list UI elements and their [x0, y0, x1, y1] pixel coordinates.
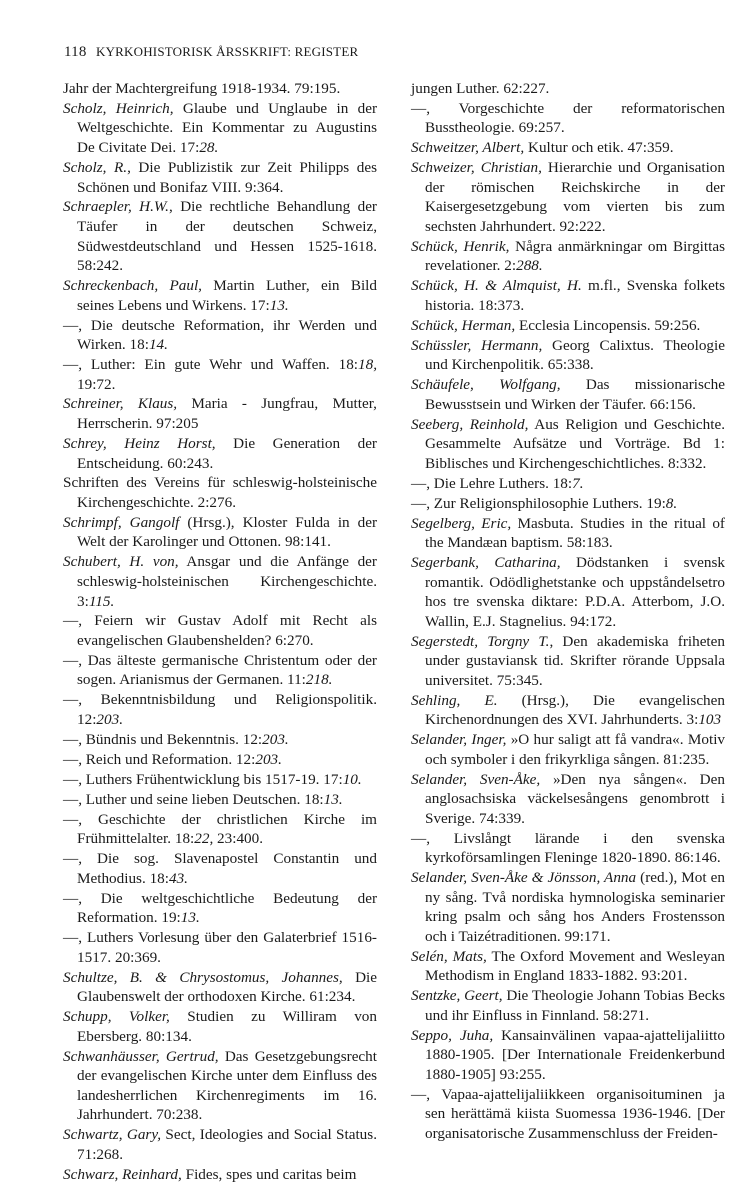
- entry-text: m.fl., Svenska folkets historia. 18:373.: [425, 277, 725, 314]
- entry-page-ref: 13.: [180, 909, 200, 927]
- entry-text: (Hrsg.), Die evangelischen Kirchenordnungen des XVI. Jahrhunderts. 3:: [425, 691, 725, 729]
- index-entry: [63, 513, 377, 552]
- index-entry: [411, 474, 725, 494]
- entry-text: Die Generation der Entscheidung. 60:243.: [77, 434, 377, 472]
- entry-author: Segerbank, Catharina,: [411, 554, 561, 572]
- entry-text: Die Glaubenswelt der orthodoxen Kirche. 61:234.: [77, 968, 377, 1006]
- entry-text: Masbuta. Studies in the ritual of the Mandæan baptism. 58:183.: [425, 514, 725, 552]
- entry-text: —, Bekenntnisbildung und Religionspolitik. 12:: [63, 691, 377, 728]
- entry-page-ref: 10.: [342, 770, 362, 788]
- entry-author: Schück, H. & Almquist, H.: [411, 277, 582, 295]
- entry-page-ref: 218.: [305, 671, 333, 689]
- entry-text: »Den nya sången«. Den anglosachsiska väckelsesångens genombrott i Sverige. 74:339.: [425, 770, 725, 827]
- entry-page-ref: 203.: [262, 730, 289, 748]
- index-entry: [411, 336, 725, 375]
- entry-author: Schüssler, Hermann,: [411, 336, 543, 354]
- entry-page-ref: 22,: [194, 830, 214, 848]
- entry-text: Das missionarische Bewusstsein und Wirken der Täufer. 66:156.: [425, 376, 726, 413]
- entry-text: , Die Publizistik zur Zeit Philipps des Schönen und Bonifaz VIII. 9:364.: [77, 158, 377, 196]
- entry-text: , Die rechtliche Behandlung der Täufer in der deutschen Schweiz, Südwestdeutschland und Hessen 1525-1618. 58:242.: [77, 198, 377, 275]
- entry-text: Kansainvälinen vapaa-ajattelijaliitto 1880-1905. [Der Internationale Freidenkerbund 1880-1905] 93:255.: [425, 1026, 725, 1083]
- entry-text: Jahr der Machtergreifung 1918-1934. 79:195.: [63, 80, 341, 97]
- index-entry: [411, 829, 725, 868]
- index-entry: [63, 810, 377, 849]
- entry-author: Schück, Henrik,: [411, 237, 510, 255]
- entry-text: Martin Luther, ein Bild seines Lebens und Wirkens. 17:: [77, 277, 377, 314]
- index-entry: [63, 690, 377, 729]
- index-entry: [63, 1007, 377, 1046]
- entry-text: Aus Religion und Geschichte. Gesammelte Aufsätze und Vorträge. Bd 1: Biblisches und Kirchengeschichtliches. 8:332.: [425, 415, 725, 472]
- index-entry: [63, 928, 377, 967]
- entry-author: Schäufele, Wolfgang,: [411, 376, 561, 394]
- entry-text: »O hur saligt att få vandra«. Motiv och symboler i den frikyrkliga sången. 81:235.: [425, 731, 726, 768]
- index-entry: [63, 473, 377, 512]
- entry-text: —, Die deutsche Reformation, ihr Werden und Wirken. 18:: [63, 316, 377, 354]
- index-entry: [63, 750, 377, 770]
- entry-page-ref: 203.: [255, 750, 282, 768]
- index-entry: [63, 1125, 377, 1164]
- running-header: [64, 44, 358, 61]
- index-entry: [63, 197, 377, 275]
- index-entry: [411, 237, 725, 276]
- entry-author: Seeberg, Reinhold,: [411, 415, 529, 433]
- entry-text: (red.), Mot en ny sång. Två nordiska hymnologiska seminarier kring psalm och sång hos Anders Frostensson och i Taizétraditionen. 99:171.: [425, 869, 725, 945]
- entry-author: Schwarz, Reinhard,: [63, 1165, 182, 1183]
- entry-text: —, Reich und Reformation. 12:: [63, 750, 256, 768]
- entry-page-ref: 288.: [516, 257, 543, 275]
- index-entry: [411, 632, 725, 691]
- entry-author: Sehling, E.: [411, 691, 498, 709]
- entry-author: Schrimpf, Gangolf: [63, 513, 180, 531]
- entry-page-ref: 103: [698, 711, 722, 729]
- index-entry: [411, 868, 725, 946]
- entry-author: Selander, Inger,: [411, 731, 507, 749]
- entry-text: —, Die sog. Slavenapostel Constantin und Methodius. 18:: [63, 850, 377, 887]
- entry-text-tail: 19:72.: [77, 375, 116, 393]
- entry-text: —, Vapaa-ajattelijaliikkeen organisoituminen ja sen herättämä kiista Suomessa 1936-1946. [Der organisatorische Zusammenschluss der Freiden-: [411, 1085, 725, 1142]
- entry-text: Georg Calixtus. Theologie und Kirchenpolitik. 65:338.: [425, 336, 725, 374]
- entry-author: Selén, Mats,: [411, 947, 487, 965]
- entry-author: Schraepler, H.W.: [63, 198, 169, 216]
- entry-page-ref: 13.: [269, 296, 289, 314]
- index-entry: [63, 651, 377, 690]
- index-entry: [411, 691, 725, 730]
- entry-author: Schück, Herman,: [411, 316, 516, 334]
- index-entry: [411, 375, 725, 414]
- entry-author: Schreckenbach, Paul,: [63, 277, 202, 295]
- entry-text: Hierarchie und Organisation der römischen Reichskirche in der Kaisergesetzgebung vom vierten bis zum sechsten Jahrhundert. 92:222.: [425, 159, 725, 235]
- entry-author: Schwanhäusser, Gertrud,: [63, 1047, 219, 1065]
- index-entry: [63, 316, 377, 355]
- index-entry: [63, 552, 377, 611]
- entry-text: Studien zu Williram von Ebersberg. 80:134.: [77, 1008, 377, 1045]
- index-entry: [411, 986, 725, 1025]
- left-column: [63, 79, 377, 1185]
- entry-text: Sect, Ideologies and Social Status. 71:268.: [77, 1126, 377, 1163]
- running-title: KYRKOHISTORISK ÅRSSKRIFT: REGISTER: [96, 44, 359, 59]
- entry-text: —, Bündnis und Bekenntnis. 12:: [63, 730, 263, 748]
- index-entry: [63, 434, 377, 473]
- entry-text: —, Die weltgeschichtliche Bedeutung der Reformation. 19:: [63, 889, 377, 927]
- entry-author: Scholz, Heinrich,: [63, 99, 174, 117]
- index-entry: [411, 79, 725, 99]
- entry-text: Das Gesetzgebungsrecht der evangelischen Kirche unter dem Einfluss des landesherrlichen Kirchenregiments im 16. Jahrhundert. 70:238.: [77, 1047, 377, 1124]
- index-entry: [411, 553, 725, 631]
- entry-text: Maria - Jungfrau, Mutter, Herrscherin. 97:205: [77, 395, 377, 433]
- index-entry: [411, 415, 725, 474]
- entry-author: Seppo, Juha,: [411, 1026, 494, 1044]
- index-entry: [63, 394, 377, 433]
- index-entry: [411, 138, 725, 158]
- entry-page-ref: 28.: [199, 139, 219, 157]
- index-entry: [411, 730, 725, 769]
- entry-page-ref: 18,: [358, 356, 377, 373]
- index-entry: [63, 1047, 377, 1125]
- entry-text: —, Zur Religionsphilosophie Luthers. 19:: [411, 494, 666, 512]
- index-entry: [63, 889, 377, 928]
- entry-author: Schweitzer, Albert,: [411, 139, 525, 157]
- entry-text: Dödstanken i svensk romantik. Odödlighetstanke och uppståndelsetro hos tre svenska diktare: P.D.A. Atterbom, J.O. Wallin, E.J. Stagnelius. 94:172.: [425, 554, 725, 630]
- entry-author: Schreiner, Klaus,: [63, 395, 178, 413]
- entry-text: Glaube und Unglaube in der Weltgeschichte. Ein Kommentar zu Augustins De Civitate Dei. 17:: [77, 99, 377, 157]
- entry-text: —, Feiern wir Gustav Adolf mit Recht als evangelischen Glaubenshelden? 6:270.: [63, 612, 377, 649]
- index-entry: [63, 1165, 377, 1185]
- entry-text: Fides, spes und caritas beim: [181, 1165, 357, 1183]
- entry-page-ref: 8.: [665, 494, 678, 512]
- entry-author: Schupp, Volker,: [63, 1008, 170, 1026]
- index-entry: [411, 158, 725, 236]
- entry-page-ref: 7.: [572, 474, 584, 492]
- index-entry: [411, 99, 725, 138]
- entry-author: Schwartz, Gary,: [63, 1126, 162, 1144]
- entry-text: —, Das älteste germanische Christentum oder der sogen. Arianismus der Germanen. 11:: [63, 651, 377, 689]
- index-entry: [411, 316, 725, 336]
- index-entry: [63, 79, 377, 99]
- entry-author: Selander, Sven-Åke,: [411, 770, 541, 788]
- entry-author: Sentzke, Geert,: [411, 987, 503, 1005]
- index-entry: [63, 730, 377, 750]
- index-entry: [63, 355, 377, 394]
- entry-text: , Den akademiska friheten under gustaviansk tid. Skrifter rörande Uppsala universitet. 75:345.: [425, 632, 725, 689]
- entry-text: —, Die Lehre Luthers. 18:: [411, 474, 573, 492]
- entry-author: Segelberg, Eric,: [411, 514, 512, 532]
- entry-text: —, Vorgeschichte der reformatorischen Busstheologie. 69:257.: [411, 99, 725, 137]
- index-entry: [411, 947, 725, 986]
- entry-page-ref: 43.: [168, 869, 188, 887]
- index-entry: [411, 514, 725, 553]
- entry-text: (Hrsg.), Kloster Fulda in der Welt der Karolinger und Ottonen. 98:141.: [77, 513, 377, 551]
- index-entry: [63, 790, 377, 810]
- entry-text: —, Livslångt lärande i den svenska kyrkoförsamlingen Fleninge 1820-1890. 86:146.: [411, 829, 725, 867]
- entry-text: —, Luther und seine lieben Deutschen. 18:: [63, 790, 324, 808]
- entry-text: Några anmärkningar om Birgittas revelationer. 2:: [425, 237, 725, 275]
- index-entry: [63, 611, 377, 650]
- entry-author: Schrey, Heinz Horst,: [63, 434, 216, 452]
- index-entry: [411, 1085, 725, 1144]
- entry-text: Kultur och etik. 47:359.: [524, 139, 674, 157]
- index-entry: [63, 158, 377, 197]
- entry-author: Selander, Sven-Åke & Jönsson, Anna: [411, 869, 637, 887]
- index-entry: [411, 276, 725, 315]
- entry-page-ref: 13.: [323, 790, 343, 808]
- index-entry: [411, 1026, 725, 1085]
- entry-text: —, Luthers Vorlesung über den Galaterbrief 1516-1517. 20:369.: [63, 929, 377, 966]
- index-entry: [411, 770, 725, 829]
- index-entry: [63, 770, 377, 790]
- index-entry: [63, 276, 377, 315]
- entry-author: Segerstedt, Torgny T.: [411, 632, 550, 650]
- entry-text: Ansgar und die Anfänge der schleswig-holsteinischen Kirchengeschichte. 3:: [77, 553, 377, 610]
- entry-page-ref: 203.: [96, 710, 123, 728]
- entry-author: Schultze, B. & Chrysostomus, Johannes,: [63, 968, 343, 986]
- entry-page-ref: 115.: [88, 592, 115, 610]
- entry-author: Schubert, H. von,: [63, 553, 179, 571]
- page-number: 118: [64, 44, 87, 60]
- entry-text: —, Geschichte der christlichen Kirche im Frühmittelalter. 18:: [63, 810, 377, 848]
- entry-text: —, Luthers Frühentwicklung bis 1517-19. 17:: [63, 770, 343, 788]
- index-entry: [63, 849, 377, 888]
- entry-text: Ecclesia Lincopensis. 59:256.: [515, 316, 701, 334]
- index-entry: [411, 494, 725, 514]
- entry-text: —, Luther: Ein gute Wehr und Waffen. 18:: [63, 356, 359, 373]
- entry-author: Schweizer, Christian,: [411, 159, 542, 177]
- entry-page-ref: 14.: [148, 336, 168, 354]
- index-entry: [63, 968, 377, 1007]
- right-column: [411, 79, 725, 1144]
- entry-text: Die Theologie Johann Tobias Becks und ihr Einfluss in Finnland. 58:271.: [425, 987, 726, 1024]
- entry-author: Scholz, R.: [63, 158, 128, 176]
- entry-text: jungen Luther. 62:227.: [411, 80, 550, 97]
- entry-text-tail: 23:400.: [213, 830, 264, 848]
- entry-text: Schriften des Vereins für schleswig-holsteinische Kirchengeschichte. 2:276.: [63, 474, 377, 511]
- entry-text: The Oxford Movement and Wesleyan Methodism in England 1833-1882. 93:201.: [425, 947, 725, 985]
- index-entry: [63, 99, 377, 158]
